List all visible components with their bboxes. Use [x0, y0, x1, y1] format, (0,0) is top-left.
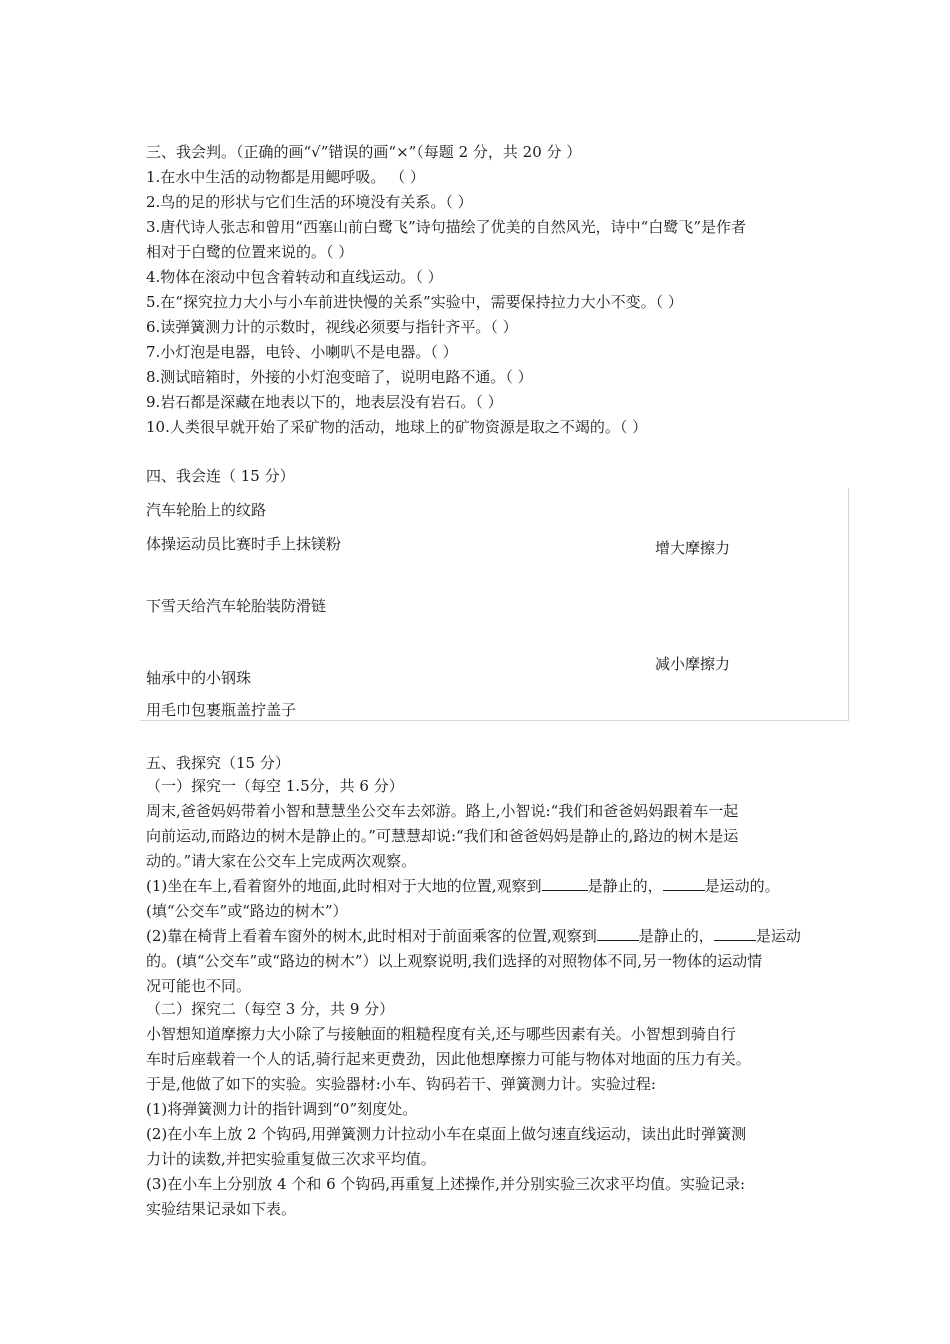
- judge-item-1: 1.在水中生活的动物都是用鳃呼吸。 （ ）: [146, 168, 425, 186]
- q1-blank-2[interactable]: [663, 876, 705, 891]
- part2-line-5: (2)在小车上放 2 个钩码,用弹簧测力计拉动小车在桌面上做匀速直线运动，读出此时弹簧测: [146, 1125, 747, 1143]
- judge-item-3-cont: 相对于白鹭的位置来说的。（ ）: [146, 243, 354, 261]
- part2-line-6: 力计的读数,并把实验重复做三次求平均值。: [146, 1150, 436, 1168]
- q2-line-3: 况可能也不同。: [146, 977, 252, 995]
- judge-item-7: 7.小灯泡是电器，电铃、小喇叭不是电器。（ ）: [146, 343, 458, 361]
- judge-item-6: 6.读弹簧测力计的示数时，视线必须要与指针齐平。（ ）: [146, 318, 518, 336]
- question-1: [146, 876, 780, 896]
- judge-item-3: 3.唐代诗人张志和曾用“西塞山前白鹭飞”诗句描绘了优美的自然风光，诗中“白鹭飞”是作者: [146, 218, 746, 236]
- part2-line-8: 实验结果记录如下表。: [146, 1200, 297, 1218]
- judge-item-5: 5.在“探究拉力大小与小车前进快慢的关系”实验中，需要保持拉力大小不变。（ ）: [146, 293, 683, 311]
- judge-item-2: 2.鸟的足的形状与它们生活的环境没有关系。（ ）: [146, 193, 473, 211]
- q1-text-a: (1)坐在车上,看着窗外的地面,此时相对于大地的位置,观察到: [146, 877, 542, 895]
- match-left-1[interactable]: 汽车轮胎上的纹路: [146, 501, 267, 519]
- q2-line-2: 的。(填“公交车”或“路边的树木”）以上观察说明,我们选择的对照物体不同,另一物体的运动情: [146, 952, 763, 970]
- section4-title: 四、我会连（ 15 分）: [146, 467, 295, 485]
- part2-line-3: 于是,他做了如下的实验。实验器材:小车、钩码若干、弹簧测力计。实验过程:: [146, 1075, 656, 1093]
- match-right-1[interactable]: 增大摩擦力: [655, 539, 731, 557]
- q2-blank-1[interactable]: [597, 926, 639, 941]
- q1-blank-1[interactable]: [542, 876, 588, 891]
- part2-line-1: 小智想知道摩擦力大小除了与接触面的粗糙程度有关,还与哪些因素有关。小智想到骑自行: [146, 1025, 736, 1043]
- match-left-2[interactable]: 体操运动员比赛时手上抹镁粉: [146, 535, 342, 553]
- match-left-5[interactable]: 用毛巾包裹瓶盖拧盖子: [146, 701, 297, 719]
- judge-item-4: 4.物体在滚动中包含着转动和直线运动。（ ）: [146, 268, 443, 286]
- part2-title: （二）探究二（每空 3 分，共 9 分）: [146, 1000, 395, 1018]
- q2-text-a: (2)靠在椅背上看着车窗外的树木,此时相对于前面乘客的位置,观察到: [146, 927, 597, 945]
- part1-line-1: 周末,爸爸妈妈带着小智和慧慧坐公交车去郊游。路上,小智说:“我们和爸爸妈妈跟着车一起: [146, 802, 739, 820]
- part2-line-2: 车时后座载着一个人的话,骑行起来更费劲，因此他想摩擦力可能与物体对地面的压力有关。: [146, 1050, 751, 1068]
- part2-line-7: (3)在小车上分别放 4 个和 6 个钩码,再重复上述操作,并分别实验三次求平均值。实验记录:: [146, 1175, 746, 1193]
- question-2: [146, 926, 801, 946]
- part1-line-2: 向前运动,而路边的树木是静止的。”可慧慧却说:“我们和爸爸妈妈是静止的,路边的树木是运: [146, 827, 739, 845]
- judge-item-9: 9.岩石都是深藏在地表以下的，地表层没有岩石。（ ）: [146, 393, 503, 411]
- part2-line-4: (1)将弹簧测力计的指针调到“0”刻度处。: [146, 1100, 418, 1118]
- part1-line-3: 动的。”请大家在公交车上完成两次观察。: [146, 852, 417, 870]
- matching-box: [140, 488, 849, 721]
- q2-text-b: 是静止的，: [638, 927, 714, 945]
- q1-text-b: 是静止的，: [587, 877, 663, 895]
- q2-text-c: 是运动: [755, 927, 801, 945]
- section3-title: 三、我会判。（正确的画“√”错误的画“×”（每题 2 分，共 20 分 ）: [146, 143, 582, 161]
- judge-item-10: 10.人类很早就开始了采矿物的活动，地球上的矿物资源是取之不竭的。（ ）: [146, 418, 648, 436]
- q2-blank-2[interactable]: [714, 926, 756, 941]
- match-left-4[interactable]: 轴承中的小钢珠: [146, 669, 252, 687]
- judge-item-8: 8.测试暗箱时，外接的小灯泡变暗了，说明电路不通。（ ）: [146, 368, 533, 386]
- match-right-2[interactable]: 减小摩擦力: [655, 655, 731, 673]
- q1-text-c: 是运动的。: [704, 877, 780, 895]
- match-left-3[interactable]: 下雪天给汽车轮胎装防滑链: [146, 597, 327, 615]
- part1-title: （一）探究一（每空 1.5分，共 6 分）: [146, 777, 404, 795]
- q1-note: (填“公交车”或“路边的树木”）: [146, 902, 348, 920]
- section5-title: 五、我探究（15 分）: [146, 754, 290, 772]
